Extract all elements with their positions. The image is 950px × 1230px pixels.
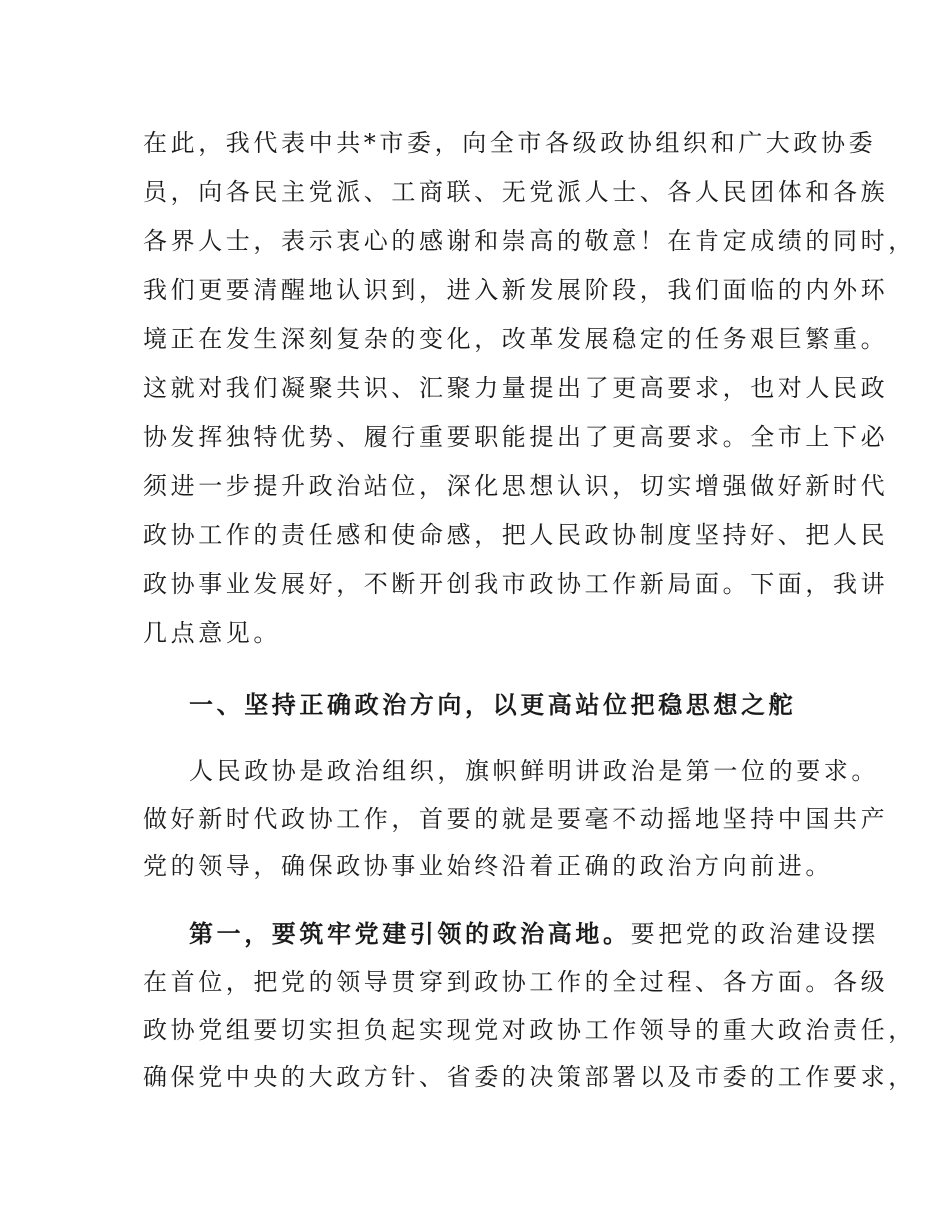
text-line [189,919,879,949]
text-line: 须进一步提升政治站位，深化思想认识，切实增强做好新时代 [143,472,889,500]
text-line: 政协事业发展好，不断开创我市政协工作新局面。下面，我讲 [143,570,889,598]
text-line: 协发挥独特优势、履行重要职能提出了更高要求。全市上下必 [143,423,889,451]
text-line: 做好新时代政协工作，首要的就是要毫不动摇地坚持中国共产 [143,804,889,833]
text-line: 我们更要清醒地认识到，进入新发展阶段，我们面临的内外环 [143,276,889,304]
text-line: 员，向各民主党派、工商联、无党派人士、各人民团体和各族 [143,178,889,206]
text-line: 人民政协是政治组织，旗帜鲜明讲政治是第一位的要求。 [189,757,879,785]
text-line: 几点意见。 [143,619,281,647]
point-text: 要把党的政治建设摆 [630,920,880,948]
text-line: 在此，我代表中共*市委，向全市各级政协组织和广大政协委 [143,129,877,157]
section-heading: 一、坚持正确政治方向，以更高站位把稳思想之舵 [189,691,797,719]
text-line: 确保党中央的大政方针、省委的决策部署以及市委的工作要求， [143,1063,916,1092]
text-line: 这就对我们凝聚共识、汇聚力量提出了更高要求，也对人民政 [143,374,889,402]
text-line: 各界人士，表示衷心的感谢和崇高的敬意！在肯定成绩的同时， [143,227,916,255]
text-line: 境正在发生深刻复杂的变化，改革发展稳定的任务艰巨繁重。 [143,325,889,353]
text-line: 政协党组要切实担负起实现党对政协工作领导的重大政治责任， [143,1015,916,1044]
text-line: 在首位，把党的领导贯穿到政协工作的全过程、各方面。各级 [143,968,889,996]
text-line: 党的领导，确保政协事业始终沿着正确的政治方向前进。 [143,852,833,880]
point-title: 第一，要筑牢党建引领的政治高地。 [189,920,631,948]
text-line: 政协工作的责任感和使命感，把人民政协制度坚持好、把人民 [143,521,889,549]
